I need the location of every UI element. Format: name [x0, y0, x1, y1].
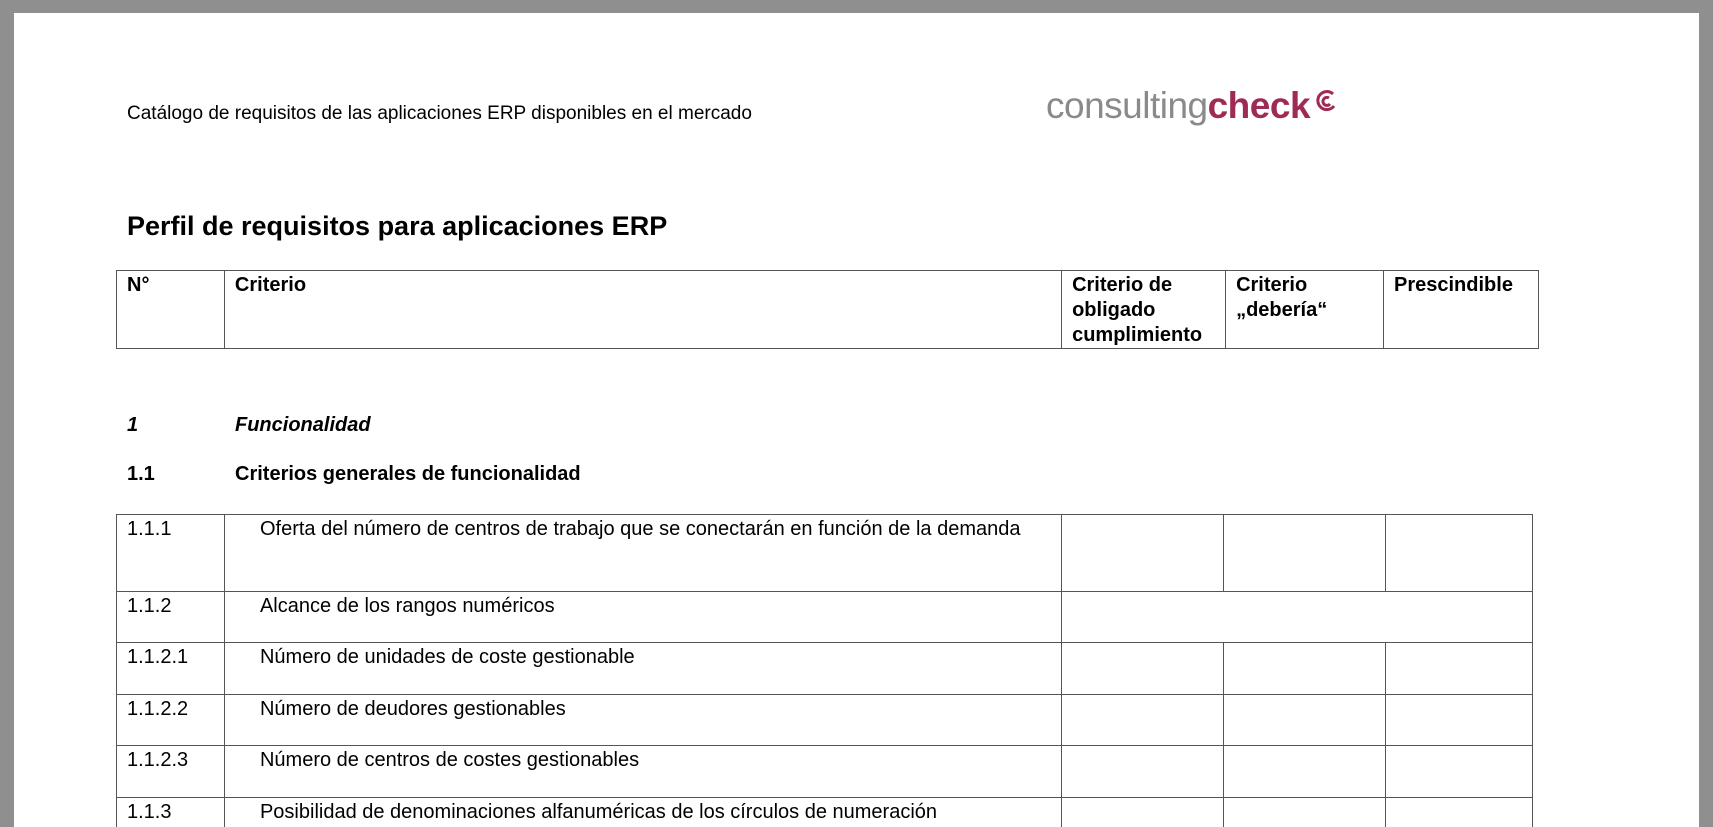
optional-cell[interactable]	[1386, 798, 1533, 827]
row-number: 1.1.2.2	[117, 695, 225, 746]
table-row	[117, 515, 1533, 592]
row-number: 1.1.1	[117, 515, 225, 592]
should-cell[interactable]	[1224, 798, 1386, 827]
table-row	[117, 695, 1533, 746]
table-row	[117, 746, 1533, 798]
should-cell[interactable]	[1224, 643, 1386, 695]
table-row	[117, 643, 1533, 695]
row-criterion: Número de deudores gestionables	[224, 695, 1061, 746]
mandatory-cell[interactable]	[1062, 798, 1224, 827]
check-swirl-icon	[1313, 89, 1339, 115]
section-title: Funcionalidad	[235, 414, 371, 436]
section-title: Criterios generales de funcionalidad	[235, 463, 581, 485]
should-cell[interactable]	[1224, 515, 1386, 592]
row-criterion: Posibilidad de denominaciones alfanuméricas de los círculos de numeración	[224, 798, 1061, 827]
column-header-optional: Prescindible	[1384, 271, 1539, 349]
row-number: 1.1.2	[117, 592, 225, 643]
logo-text-consulting: consulting	[1046, 85, 1208, 126]
row-criterion: Oferta del número de centros de trabajo que se conectarán en función de la demanda	[224, 515, 1061, 592]
mandatory-cell[interactable]	[1062, 515, 1224, 592]
optional-cell[interactable]	[1386, 695, 1533, 746]
should-cell[interactable]	[1224, 746, 1386, 798]
optional-cell[interactable]	[1386, 746, 1533, 798]
section-number: 1.1	[127, 463, 155, 485]
header-row	[117, 271, 1539, 349]
row-criterion: Número de unidades de coste gestionable	[224, 643, 1061, 695]
column-header-mandatory: Criterio de obligado cumplimiento	[1062, 271, 1226, 349]
column-header-criterion: Criterio	[224, 271, 1061, 349]
column-header-number: N°	[117, 271, 225, 349]
consultingcheck-logo	[1046, 87, 1339, 124]
criteria-table	[116, 514, 1533, 827]
should-cell[interactable]	[1224, 695, 1386, 746]
row-number: 1.1.3	[117, 798, 225, 827]
criteria-header-table	[116, 270, 1539, 349]
row-number: 1.1.2.1	[117, 643, 225, 695]
row-criterion: Número de centros de costes gestionables	[224, 746, 1061, 798]
column-header-should: Criterio „debería“	[1226, 271, 1384, 349]
page-title: Perfil de requisitos para aplicaciones ERP	[127, 211, 668, 241]
table-row	[117, 798, 1533, 827]
document-header-caption: Catálogo de requisitos de las aplicaciones ERP disponibles en el mercado	[127, 103, 752, 124]
table-row	[117, 592, 1533, 643]
optional-cell[interactable]	[1386, 515, 1533, 592]
merged-rating-cell	[1062, 592, 1533, 643]
row-criterion: Alcance de los rangos numéricos	[224, 592, 1061, 643]
mandatory-cell[interactable]	[1062, 643, 1224, 695]
document-page	[14, 13, 1699, 827]
mandatory-cell[interactable]	[1062, 695, 1224, 746]
section-number: 1	[127, 414, 139, 436]
mandatory-cell[interactable]	[1062, 746, 1224, 798]
logo-text-check: check	[1207, 85, 1311, 126]
row-number: 1.1.2.3	[117, 746, 225, 798]
optional-cell[interactable]	[1386, 643, 1533, 695]
